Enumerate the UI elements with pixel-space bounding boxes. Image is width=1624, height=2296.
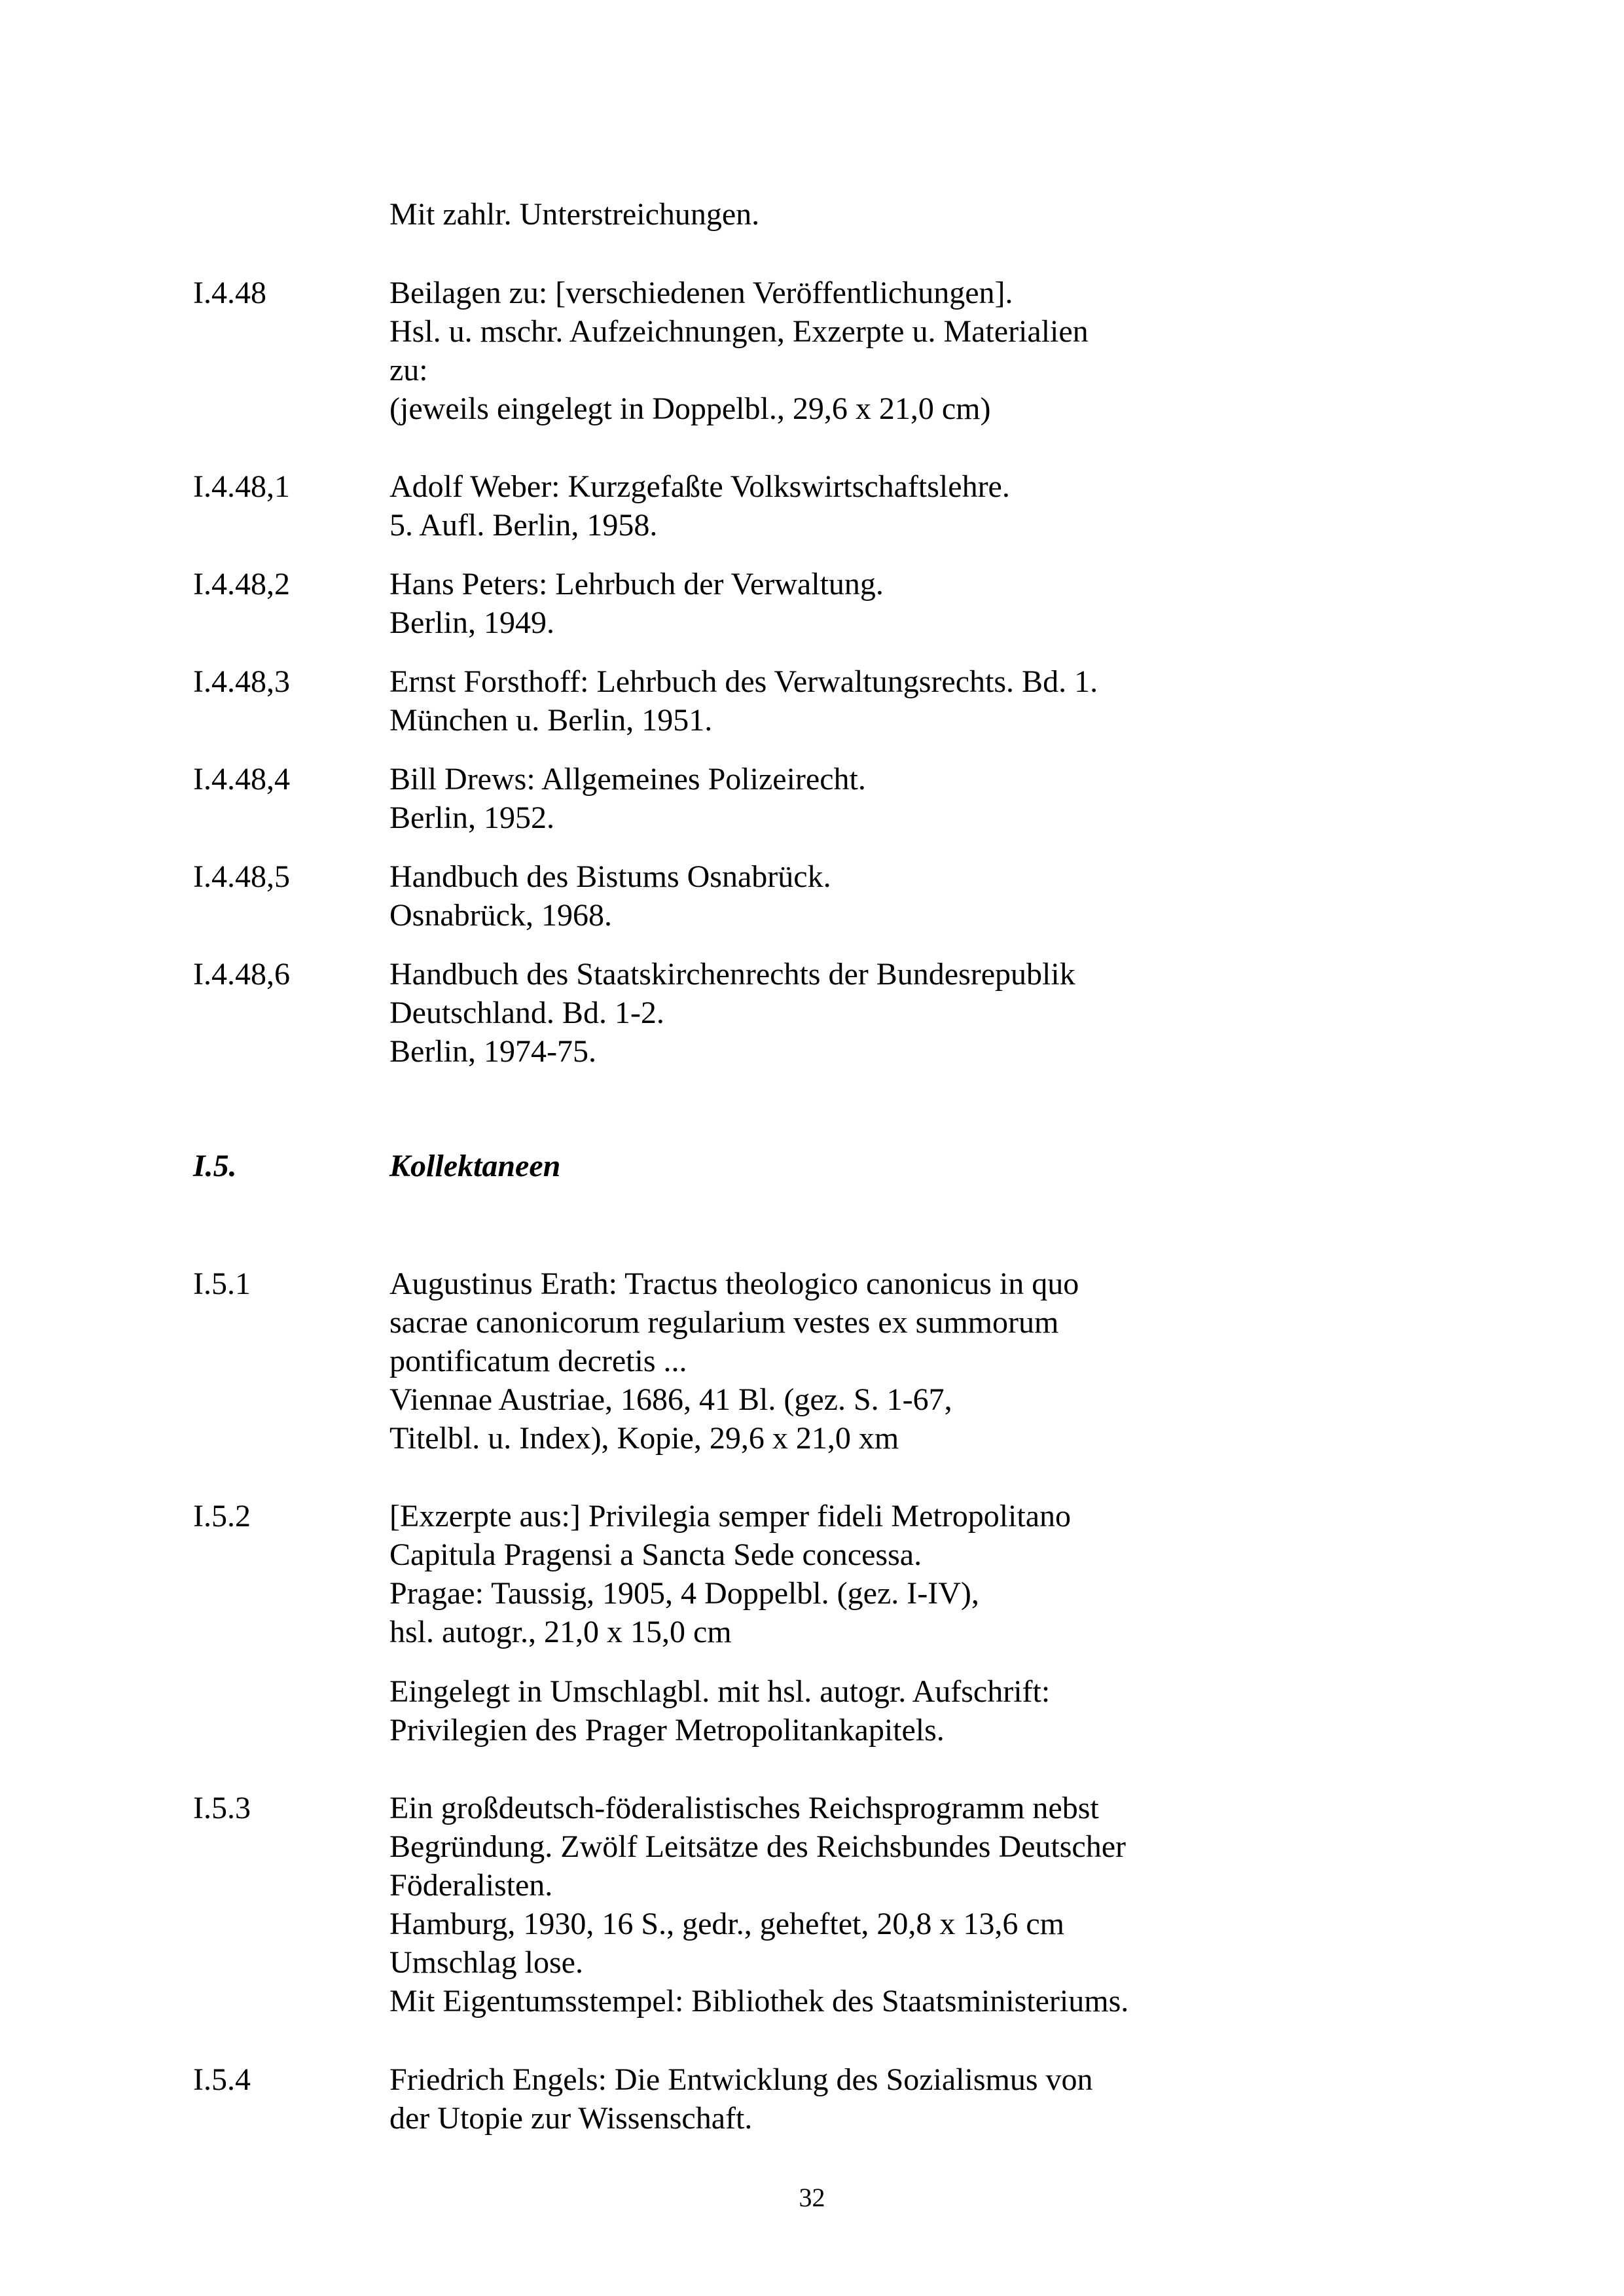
entry-text-line: sacrae canonicorum regularium vestes ex summorum [389,1305,1059,1340]
entry-text-line: Bill Drews: Allgemeines Polizeirecht. [389,762,866,797]
entry-text-line: Hsl. u. mschr. Aufzeichnungen, Exzerpte u. Materialien [389,314,1089,349]
entry-text-line: Friedrich Engels: Die Entwicklung des Sozialismus von [389,2062,1093,2097]
entry-text-line: Adolf Weber: Kurzgefaßte Volkswirtschaftslehre. [389,469,1010,504]
entry-text-line: Augustinus Erath: Tractus theologico canonicus in quo [389,1266,1079,1301]
entry-number: I.4.48,6 [193,957,290,992]
entry-number: I.4.48,3 [193,664,290,699]
entry-text-line: Ernst Forsthoff: Lehrbuch des Verwaltungsrechts. Bd. 1. [389,664,1098,699]
entry-number: I.5.1 [193,1266,251,1301]
entry-text-line: Viennae Austriae, 1686, 41 Bl. (gez. S. 1-67, [389,1382,952,1417]
entry-number: I.4.48 [193,276,266,310]
entry-text-line: Handbuch des Staatskirchenrechts der Bundesrepublik [389,957,1075,992]
entry-text-line: Berlin, 1949. [389,605,554,640]
entry-note-line: Eingelegt in Umschlagbl. mit hsl. autogr. Aufschrift: [389,1674,1051,1709]
entry-text-line: Deutschland. Bd. 1-2. [389,996,664,1030]
entry-text-line: Berlin, 1952. [389,800,554,835]
section-number: I.5. [193,1149,237,1183]
entry-number: I.4.48,1 [193,469,290,504]
entry-text-line: der Utopie zur Wissenschaft. [389,2101,753,2136]
entry-text-line: Umschlag lose. [389,1945,583,1980]
entry-text-line: Föderalisten. [389,1868,553,1903]
entry-text-line: Osnabrück, 1968. [389,898,612,933]
page-number: 32 [799,2183,825,2212]
entry-text-line: hsl. autogr., 21,0 x 15,0 cm [389,1615,732,1649]
entry-text-line: Beilagen zu: [verschiedenen Veröffentlichungen]. [389,276,1013,310]
entry-number: I.5.4 [193,2062,251,2097]
entry-text-line: (jeweils eingelegt in Doppelbl., 29,6 x 21,0 cm) [389,391,991,426]
entry-text-line: pontificatum decretis ... [389,1344,687,1378]
entry-text-line: Capitula Pragensi a Sancta Sede concessa. [389,1537,922,1572]
entry-number: I.5.2 [193,1499,251,1534]
entry-note-line: Privilegien des Prager Metropolitankapitels. [389,1713,945,1748]
entry-text-line: Mit Eigentumsstempel: Bibliothek des Staatsministeriums. [389,1984,1129,2018]
entry-text-line: zu: [389,353,428,387]
entry-number: I.5.3 [193,1791,251,1825]
entry-text-line: Mit zahlr. Unterstreichungen. [389,197,760,232]
entry-text-line: München u. Berlin, 1951. [389,703,713,738]
entry-text-line: 5. Aufl. Berlin, 1958. [389,508,658,543]
entry-number: I.4.48,2 [193,567,290,601]
entry-text-line: Hans Peters: Lehrbuch der Verwaltung. [389,567,884,601]
entry-number: I.4.48,4 [193,762,290,797]
entry-text-line: Handbuch des Bistums Osnabrück. [389,859,831,894]
entry-number: I.4.48,5 [193,859,290,894]
entry-text-line: Berlin, 1974-75. [389,1034,596,1069]
entry-text-line: Begründung. Zwölf Leitsätze des Reichsbundes Deutscher [389,1829,1127,1864]
entry-text-line: Ein großdeutsch-föderalistisches Reichsprogramm nebst [389,1791,1099,1825]
entry-text-line: Pragae: Taussig, 1905, 4 Doppelbl. (gez. I-IV), [389,1576,979,1611]
section-title: Kollektaneen [389,1149,561,1183]
entry-text-line: [Exzerpte aus:] Privilegia semper fideli Metropolitano [389,1499,1071,1534]
entry-text-line: Titelbl. u. Index), Kopie, 29,6 x 21,0 xm [389,1421,899,1456]
entry-text-line: Hamburg, 1930, 16 S., gedr., geheftet, 20,8 x 13,6 cm [389,1907,1064,1941]
